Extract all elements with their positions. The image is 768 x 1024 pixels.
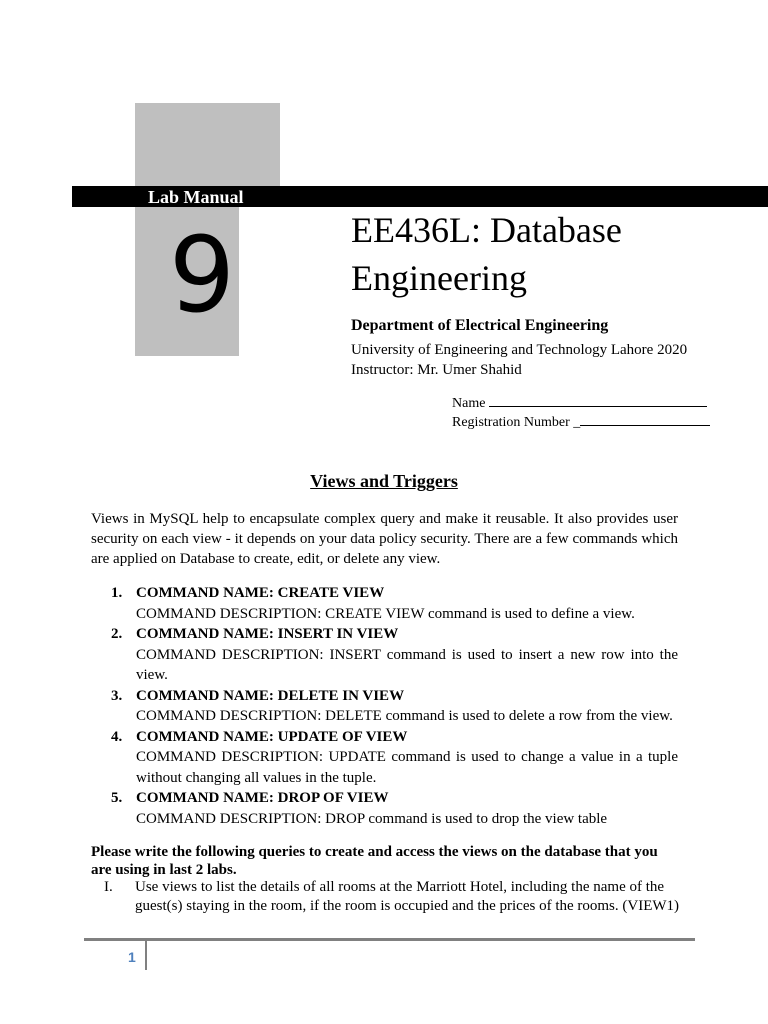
command-item [91,583,678,624]
intro-paragraph: Views in MySQL help to encapsulate complex query and make it reusable. It also provides user security on each view - it depends on your data policy security. There are a few commands which are applied on Database to create, edit, or delete any view. [91,511,678,567]
queries-heading: Please write the following queries to create and access the views on the database that you are using in last 2 labs. [91,844,658,878]
command-description: COMMAND DESCRIPTION: DELETE command is used to delete a row from the view. [136,708,673,724]
query-item [91,878,681,915]
registration-blank-line [580,412,710,426]
command-number: 3. [111,687,123,704]
command-name: COMMAND NAME: CREATE VIEW [136,585,385,601]
registration-field-row [452,412,710,432]
command-item [91,686,678,727]
university-name: University of Engineering and Technology Lahore 2020 [351,342,688,358]
lab-manual-label: Lab Manual [148,187,244,207]
command-description: COMMAND DESCRIPTION: INSERT command is used to insert a new row into the view. [136,646,678,683]
cover-gray-block-top [135,103,280,186]
command-description: COMMAND DESCRIPTION: UPDATE command is used to change a value in a tuple without changing all values in the tuple. [136,749,678,786]
command-description: COMMAND DESCRIPTION: CREATE VIEW command is used to define a view. [136,605,635,622]
query-number: I. [104,879,113,895]
instructor-name: Instructor: Mr. Umer Shahid [351,362,522,378]
query-text: Use views to list the details of all rooms at the Marriott Hotel, including the name of the guest(s) staying in the room, if the room is occupied and the prices of the rooms. (VIEW1) [135,879,680,914]
section-title [0,469,768,493]
query-list [91,878,681,915]
name-field-row [452,393,707,413]
name-label: Name [452,396,486,411]
command-name: COMMAND NAME: DROP OF VIEW [136,790,389,806]
page-number: 1 [128,949,136,965]
footer-rule [84,938,695,941]
command-number: 4. [111,728,123,745]
registration-label: Registration Number _ [452,415,581,430]
course-title: EE436L: Database Engineering [351,210,622,298]
command-item [91,624,678,686]
command-number: 1. [111,585,123,601]
section-title-text: Views and Triggers [310,471,458,491]
command-number: 5. [111,790,123,806]
command-name: COMMAND NAME: DELETE IN VIEW [136,687,405,704]
command-item [91,727,678,789]
command-number: 2. [111,626,123,642]
page-number-divider [145,941,147,970]
department-name: Department of Electrical Engineering [351,317,609,334]
command-name: COMMAND NAME: INSERT IN VIEW [136,626,399,642]
command-name: COMMAND NAME: UPDATE OF VIEW [136,728,408,745]
command-list [91,583,678,829]
name-blank-line [489,393,707,407]
command-item [91,788,678,829]
command-description: COMMAND DESCRIPTION: DROP command is used to drop the view table [136,810,608,827]
lab-number: 9 [168,214,236,336]
